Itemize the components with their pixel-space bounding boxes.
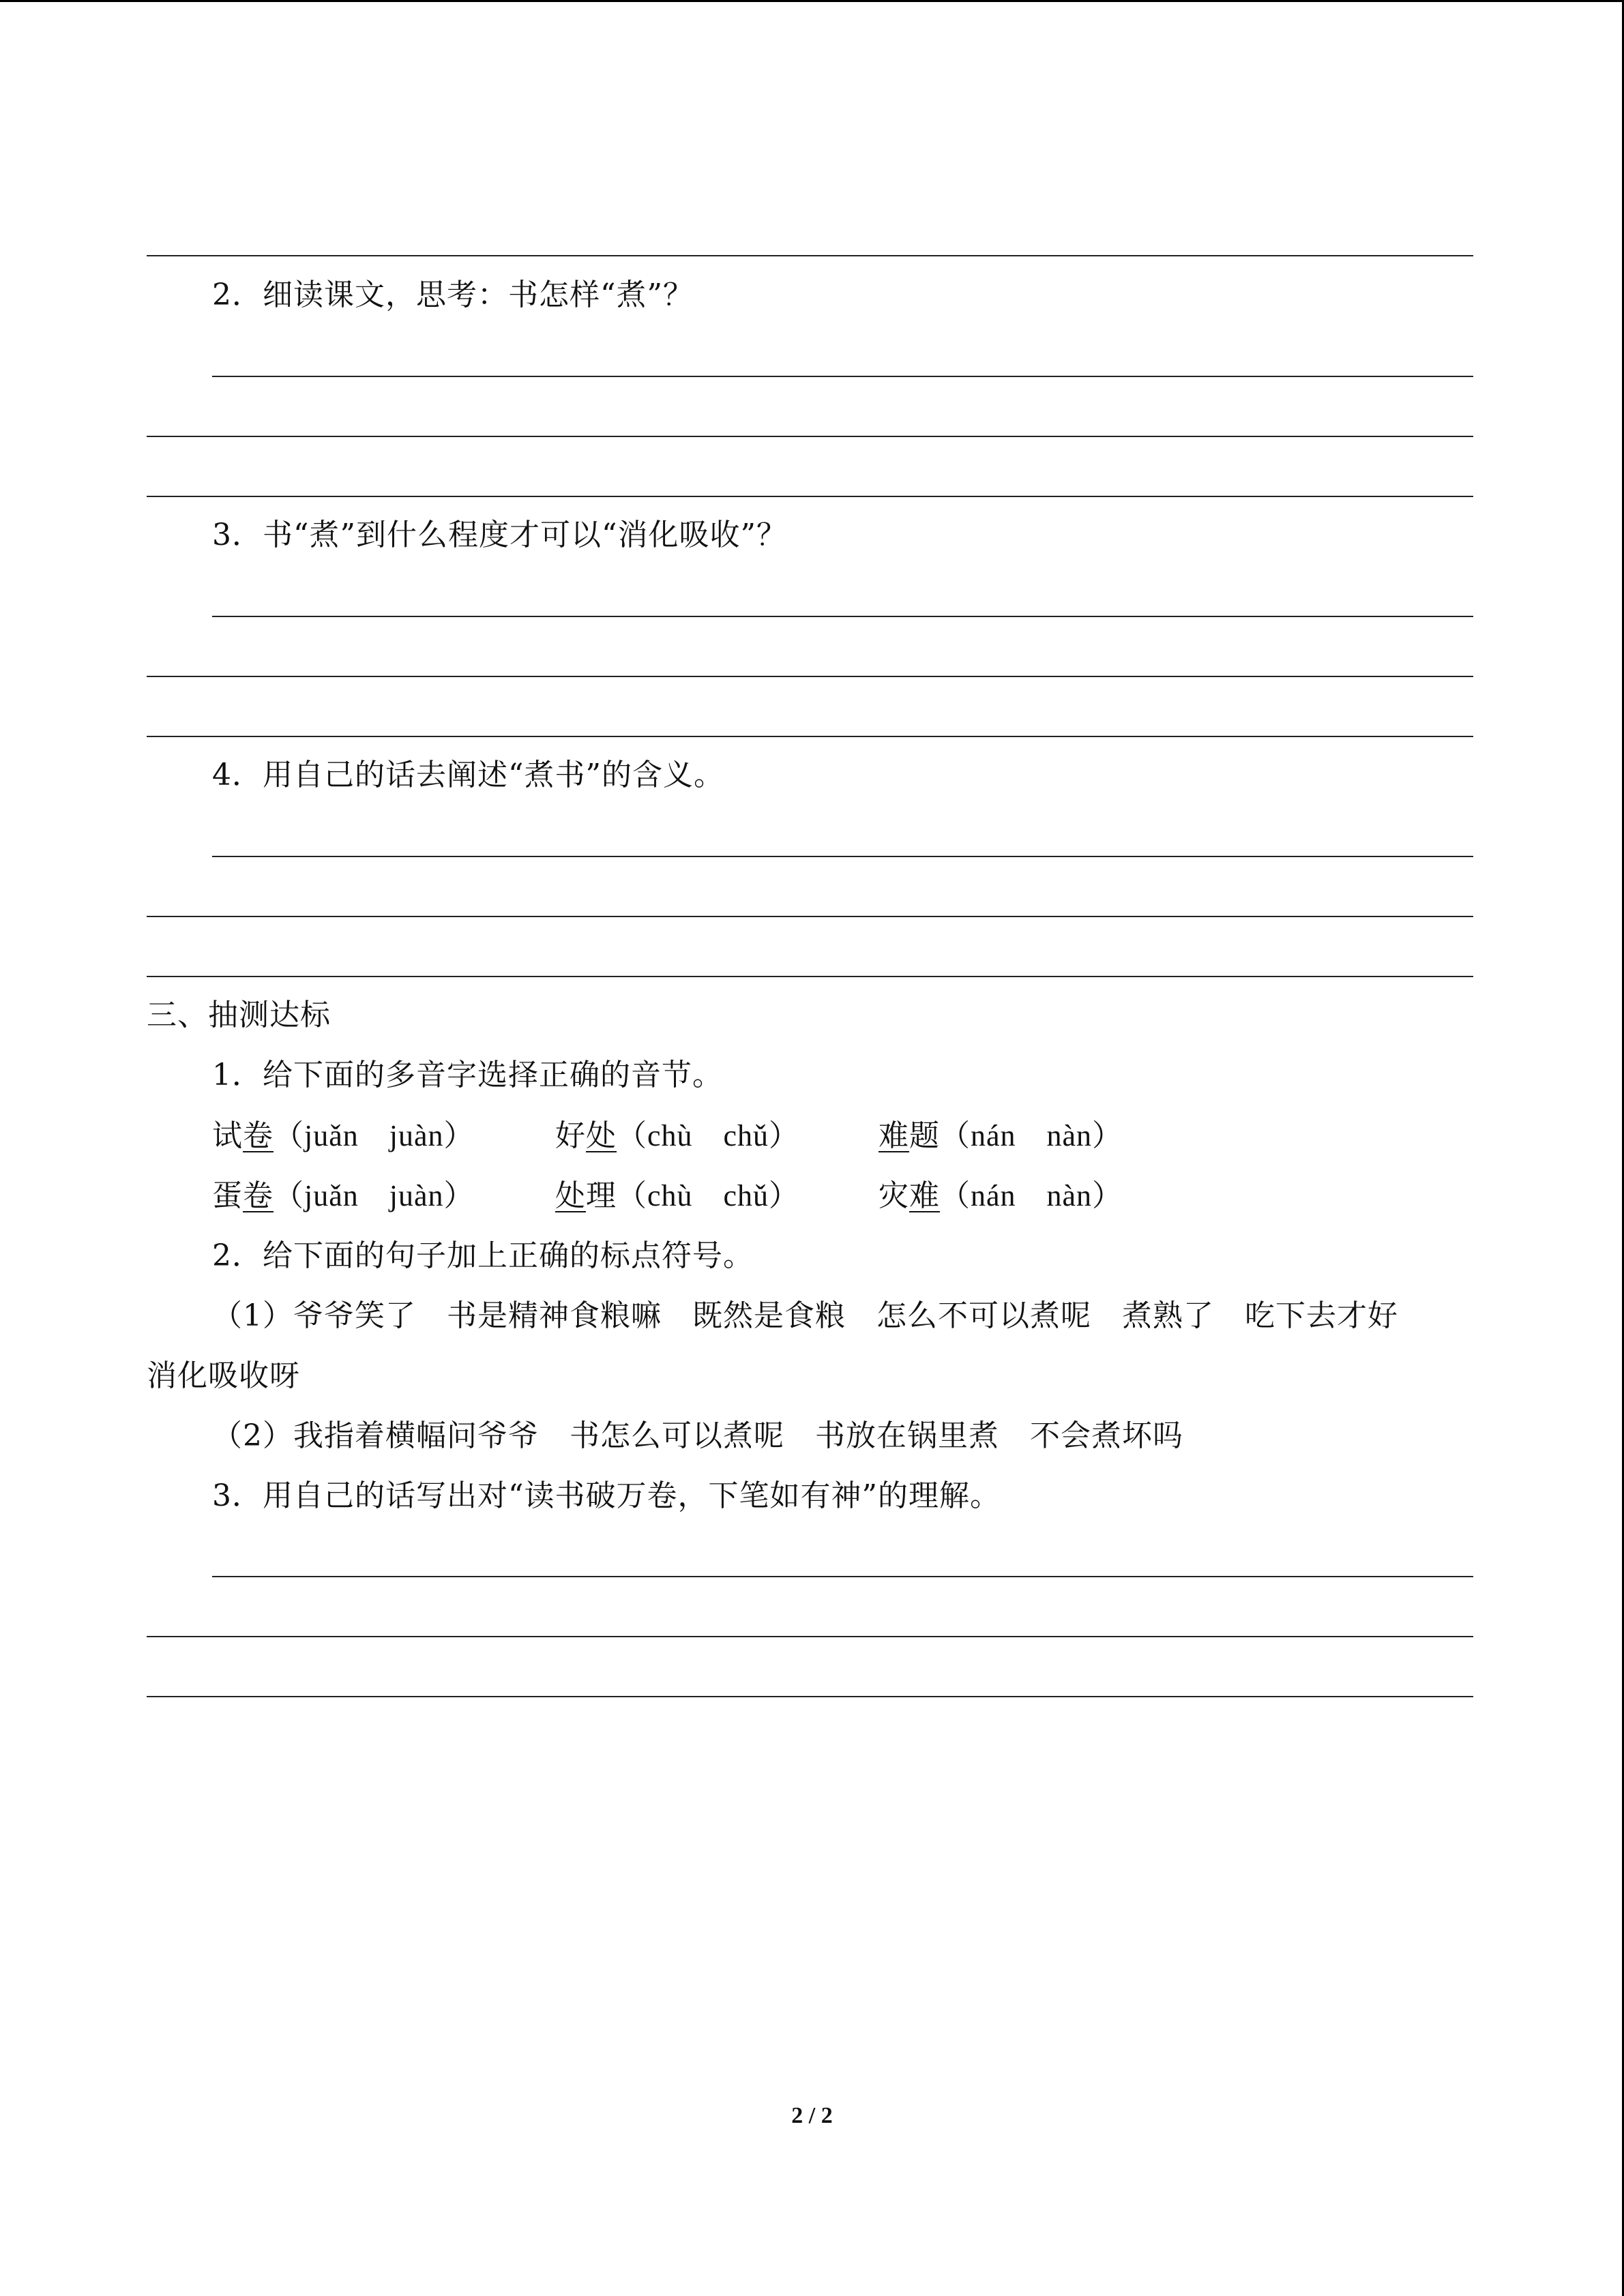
underlined-char: 处 — [555, 1178, 586, 1213]
answer-line — [147, 436, 1473, 437]
underlined-char: 处 — [586, 1118, 617, 1153]
underlined-char: 卷 — [243, 1178, 274, 1213]
question-4: 4．用自己的话去阐述“煮书”的含义。 — [212, 758, 724, 792]
answer-line — [147, 916, 1473, 917]
polyphone-item: 蛋卷（juǎn juàn） — [212, 1178, 475, 1213]
answer-line — [212, 856, 1473, 857]
underlined-char: 卷 — [243, 1118, 274, 1153]
pinyin-options: （chù chǔ） — [617, 1119, 800, 1152]
question-1: 1．给下面的多音字选择正确的音节。 — [212, 1058, 723, 1092]
answer-line — [147, 676, 1473, 677]
pinyin-options: （juǎn juàn） — [274, 1179, 475, 1212]
pinyin-options: （nán nàn） — [940, 1119, 1123, 1152]
underlined-char: 难 — [879, 1118, 909, 1153]
polyphone-item: 处理（chù chǔ） — [555, 1178, 800, 1213]
answer-line — [147, 255, 1473, 256]
pinyin-options: （juǎn juàn） — [274, 1119, 475, 1152]
pinyin-options: （nán nàn） — [940, 1179, 1123, 1212]
question-3-understanding: 3．用自己的话写出对“读书破万卷，下笔如有神”的理解。 — [212, 1478, 1001, 1513]
answer-line — [147, 976, 1473, 977]
polyphone-item: 难题（nán nàn） — [879, 1118, 1123, 1153]
polyphone-item: 灾难（nán nàn） — [879, 1178, 1123, 1213]
sentence-2: （2）我指着横幅问爷爷 书怎么可以煮呢 书放在锅里煮 不会煮坏吗 — [212, 1418, 1183, 1453]
polyphone-item: 试卷（juǎn juàn） — [212, 1118, 475, 1153]
answer-line — [147, 496, 1473, 497]
sentence-1-line-2: 消化吸收呀 — [147, 1358, 300, 1393]
page-number: 2 / 2 — [791, 2103, 833, 2128]
page-border-top — [0, 0, 1624, 2]
polyphone-item: 好处（chù chǔ） — [555, 1118, 800, 1153]
answer-line — [147, 1696, 1473, 1697]
section-heading: 三、抽测达标 — [147, 998, 331, 1032]
underlined-char: 难 — [909, 1178, 940, 1213]
answer-line — [212, 616, 1473, 617]
sentence-1-line-1: （1）爷爷笑了 书是精神食粮嘛 既然是食粮 怎么不可以煮呢 煮熟了 吃下去才好 — [212, 1298, 1398, 1333]
question-3: 3．书“煮”到什么程度才可以“消化吸收”？ — [212, 518, 787, 552]
question-2-punctuation: 2．给下面的句子加上正确的标点符号。 — [212, 1238, 754, 1273]
answer-line — [212, 1576, 1473, 1577]
answer-line — [147, 1636, 1473, 1637]
question-2: 2．细读课文，思考：书怎样“煮”？ — [212, 278, 694, 312]
answer-line — [147, 736, 1473, 737]
answer-line — [212, 376, 1473, 377]
pinyin-options: （chù chǔ） — [617, 1179, 800, 1212]
